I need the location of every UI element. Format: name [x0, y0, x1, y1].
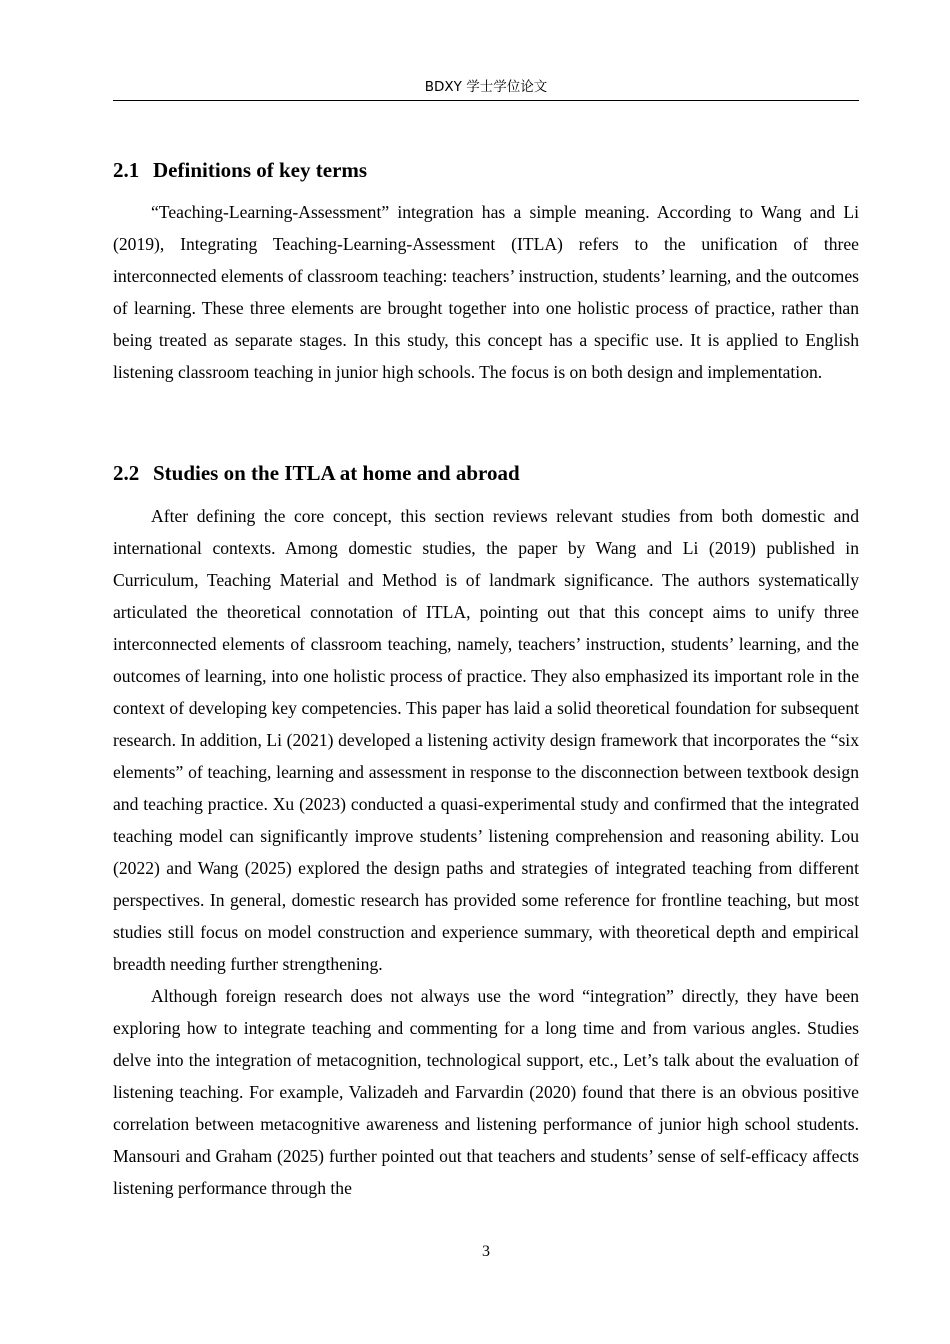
section-heading-2-2 [113, 460, 859, 486]
section-heading-2-1 [113, 157, 859, 183]
section-body-2-1 [113, 196, 859, 388]
section-number: 2.2 [113, 461, 140, 485]
section-title: Definitions of key terms [153, 158, 368, 182]
section-body-2-2 [113, 500, 859, 1204]
paragraph: Although foreign research does not always use the word “integration” directly, they have been exploring how to integrate teaching and commenting for a long time and from various angles. Studies delve into the integration of metacognition, technological support, etc., Let’s talk about the evaluation of listening teaching. For example, Valizadeh and Farvardin (2020) found that there is an obvious positive correlation between metacognitive awareness and listening performance of junior high school students. Mansouri and Graham (2025) further pointed out that teachers and students’ sense of self-efficacy affects listening performance through the [113, 986, 859, 1198]
running-header: BDXY 学士学位论文 [424, 79, 548, 95]
section-number: 2.1 [113, 158, 140, 182]
paragraph: “Teaching-Learning-Assessment” integration has a simple meaning. According to Wang and Li (2019), Integrating Teaching-Learning-Assessment (ITLA) refers to the unification of three interconnected elements of classroom teaching: teachers’ instruction, students’ learning, and the outcomes of learning. These three elements are brought together into one holistic process of practice, rather than being treated as separate stages. In this study, this concept has a specific use. It is applied to English listening classroom teaching in junior high schools. The focus is on both design and implementation. [113, 202, 859, 382]
paragraph: After defining the core concept, this section reviews relevant studies from both domestic and international contexts. Among domestic studies, the paper by Wang and Li (2019) published in Curriculum, Teaching Material and Method is of landmark significance. The authors systematically articulated the theoretical connotation of ITLA, pointing out that this concept aims to unify three interconnected elements of classroom teaching, namely, teachers’ instruction, students’ learning, and the outcomes of learning, into one holistic process of practice. They also emphasized its important role in the context of developing key competencies. This paper has laid a solid theoretical foundation for subsequent research. In addition, Li (2021) developed a listening activity design framework that incorporates the “six elements” of teaching, learning and assessment in response to the disconnection between textbook design and teaching practice. Xu (2023) conducted a quasi-experimental study and confirmed that the integrated teaching model can significantly improve students’ listening comprehension and reasoning ability. Lou (2022) and Wang (2025) explored the design paths and strategies of integrated teaching from different perspectives. In general, domestic research has provided some reference for frontline teaching, but most studies still focus on model construction and experience summary, with theoretical depth and empirical breadth needing further strengthening. [113, 506, 859, 974]
section-title: Studies on the ITLA at home and abroad [153, 461, 520, 485]
page-number: 3 [482, 1243, 490, 1260]
header-rule [113, 100, 859, 101]
